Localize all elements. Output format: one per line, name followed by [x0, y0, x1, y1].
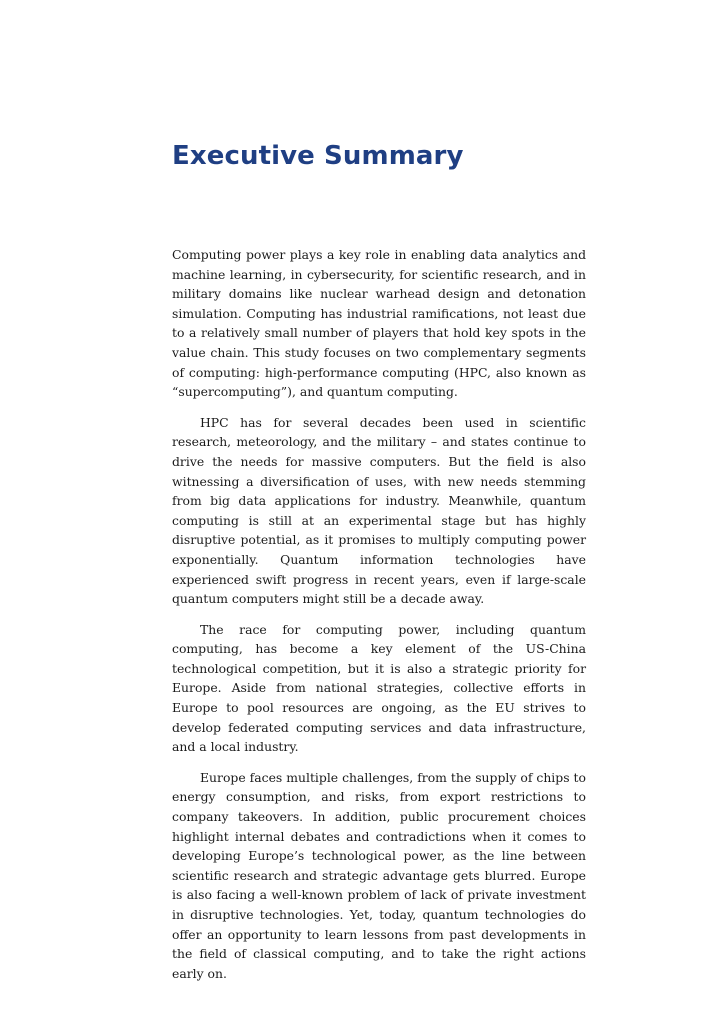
page-title: Executive Summary	[172, 141, 464, 171]
paragraph-hpc: HPC has for several decades been used in scientific research, meteorology, and the military – and states continue to drive the needs for massive computers. But the field is also witnessing a diversification of uses, with new needs stemming from big data applications for industry. Meanwhile, quantum computing is still at an experimental stage but has highly disruptive potential, as it promises to multiply computing power exponentially. Quantum information technologies have experienced swift progress in recent years, even if large-scale quantum computers might still be a decade away.	[172, 414, 586, 607]
paragraph-intro: Computing power plays a key role in enabling data analytics and machine learning, in cybersecurity, for scientific research, and in military domains like nuclear warhead design and detonation simulation. Computing has industrial ramifications, not least due to a relatively small number of players that hold key spots in the value chain. This study focuses on two complementary segments of computing: high-performance computing (HPC, also known as “supercomputing”), and quantum computing.	[172, 247, 586, 400]
document-body	[172, 245, 586, 994]
paragraph-challenges: Europe faces multiple challenges, from the supply of chips to energy consumption, and risks, from export restrictions to company takeovers. In addition, public procurement choices highlight internal debates and contradictions when it comes to developing Europe’s technological power, as the line between scientific research and strategic advantage gets blurred. Europe is also facing a well-known problem of lack of private investment in disruptive technologies. Yet, today, quantum technologies do offer an opportunity to learn lessons from past developments in the field of classical computing, and to take the right actions early on.	[172, 769, 586, 981]
paragraph-race: The race for computing power, including quantum computing, has become a key element of the US-China technological competition, but it is also a strategic priority for Europe. Aside from national strategies, collective efforts in Europe to pool resources are ongoing, as the EU strives to develop federated computing services and data infrastructure, and a local industry.	[172, 621, 586, 755]
